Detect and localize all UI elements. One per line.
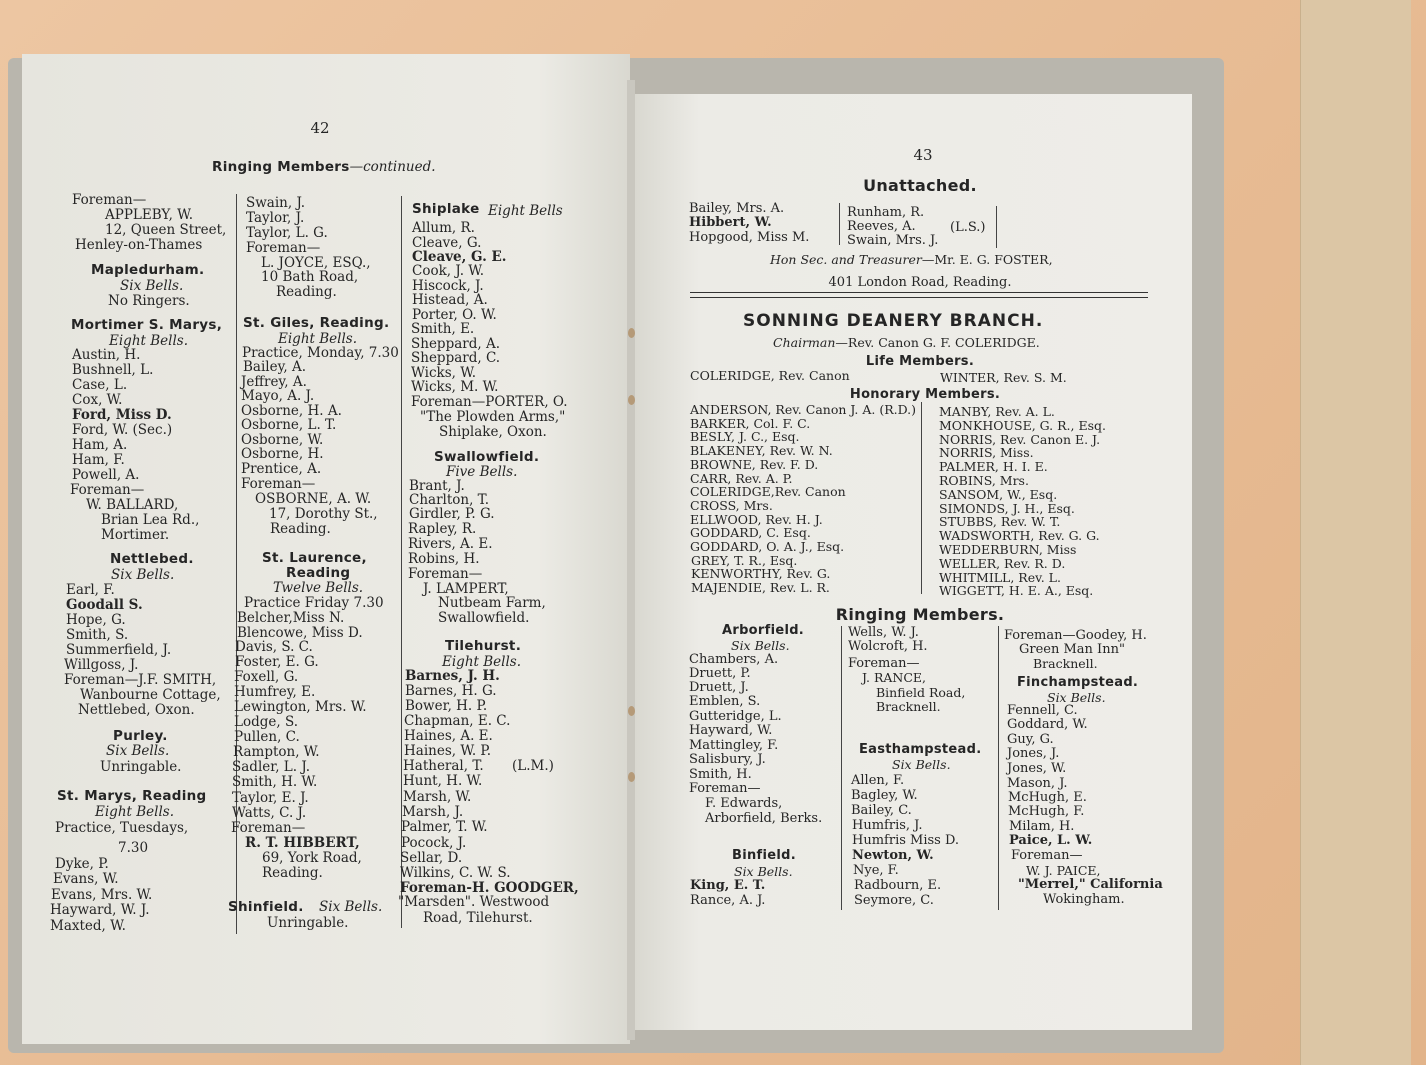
- member-entry: Hiscock, J.: [412, 278, 484, 294]
- member-entry: Osborne, L. T.: [241, 417, 337, 433]
- member-entry: Cleave, G. E.: [412, 249, 507, 265]
- member-entry: Sheppard, C.: [411, 350, 501, 366]
- life-member-left: COLERIDGE, Rev. Canon: [690, 368, 850, 383]
- honorary-member: GODDARD, O. A. J., Esq.: [690, 539, 845, 554]
- member-entry: Jones, J.: [1007, 746, 1060, 761]
- tower-heading: Swallowfield.: [434, 449, 540, 465]
- honorary-member: COLERIDGE,Rev. Canon: [690, 484, 846, 500]
- member-entry: Osborne, H. A.: [241, 403, 342, 419]
- member-entry: Reeves, A.: [847, 219, 916, 234]
- staple-hole: [628, 328, 635, 338]
- member-entry: Swallowfield.: [438, 610, 530, 626]
- member-entry: Humfris, J.: [852, 818, 923, 833]
- member-entry: Hopgood, Miss M.: [689, 230, 810, 245]
- honorary-member: STUBBS, Rev. W. T.: [939, 514, 1061, 530]
- honorary-member: WADSWORTH, Rev. G. G.: [939, 528, 1100, 544]
- member-entry: Nye, F.: [853, 863, 899, 878]
- member-entry: Mayo, A. J.: [241, 388, 315, 404]
- member-entry: W. J. PAICE,: [1026, 863, 1101, 878]
- member-entry: Jeffrey, A.: [241, 374, 307, 390]
- member-entry: Wilkins, C. W. S.: [400, 865, 511, 881]
- member-entry: Bracknell.: [1033, 656, 1098, 671]
- hon-sec-address: 401 London Road, Reading.: [828, 275, 1012, 290]
- honorary-member: ROBINS, Mrs.: [939, 473, 1029, 488]
- member-entry: Maxted, W.: [50, 918, 126, 934]
- member-entry: Goodall S.: [66, 597, 143, 613]
- member-entry: "The Plowden Arms,": [420, 409, 566, 425]
- tower-heading: Shiplake: [412, 201, 480, 217]
- member-entry: "Marsden". Westwood: [398, 894, 550, 910]
- member-entry: Bailey, A.: [243, 359, 307, 375]
- member-entry: Chapman, E. C.: [404, 713, 511, 729]
- column-rule: [998, 626, 999, 910]
- member-entry: Willgoss, J.: [64, 657, 139, 673]
- honorary-member: ANDERSON, Rev. Canon J. A. (R.D.): [690, 402, 917, 417]
- bell-note: Eight Bells.: [109, 333, 188, 349]
- bell-note: Six Bells.: [319, 899, 383, 915]
- member-entry: Reading.: [270, 521, 331, 537]
- branch-heading: SONNING DEANERY BRANCH.: [743, 311, 1044, 331]
- member-entry: Earl, F.: [66, 582, 115, 598]
- bell-note: Six Bells.: [734, 864, 793, 879]
- member-entry: Prentice, A.: [241, 461, 322, 477]
- member-entry: (L.S.): [950, 220, 986, 235]
- member-entry: Haines, A. E.: [404, 728, 493, 744]
- member-entry: Arborfield, Berks.: [705, 811, 823, 826]
- member-entry: Histead, A.: [412, 292, 488, 308]
- member-entry: Foreman—: [70, 482, 145, 498]
- unattached-heading: Unattached.: [863, 176, 977, 195]
- tower-heading: Shinfield.: [228, 899, 304, 915]
- honorary-member: GREY, T. R., Esq.: [691, 552, 798, 568]
- member-entry: Chambers, A.: [689, 652, 779, 667]
- bell-note: Eight Bells.: [95, 804, 174, 820]
- bell-note: Five Bells.: [446, 464, 518, 480]
- member-entry: Palmer, T. W.: [401, 819, 488, 835]
- tower-heading: Nettlebed.: [110, 551, 194, 567]
- bell-note: Eight Bells.: [278, 331, 357, 347]
- member-entry: Nettlebed, Oxon.: [78, 702, 195, 718]
- member-entry: Mason, J.: [1007, 776, 1068, 791]
- member-entry: Osborne, W.: [241, 432, 324, 448]
- member-entry: Ford, Miss D.: [72, 407, 172, 423]
- member-entry: Marsh, W.: [403, 789, 472, 805]
- tower-heading: St. Giles, Reading.: [243, 315, 390, 331]
- member-entry: Foreman—: [246, 240, 321, 256]
- tower-heading: Mortimer S. Marys,: [71, 317, 223, 333]
- member-entry: Reading.: [262, 865, 323, 881]
- member-entry: Evans, W.: [53, 871, 119, 887]
- member-entry: Sellar, D.: [400, 850, 463, 866]
- member-entry: Druett, J.: [689, 680, 749, 695]
- honorary-member: NORRIS, Rev. Canon E. J.: [939, 431, 1101, 447]
- bell-note: Six Bells.: [120, 278, 184, 294]
- member-entry: Taylor, E. J.: [232, 790, 309, 806]
- member-entry: Unringable.: [267, 915, 349, 931]
- member-entry: Smith, H.: [689, 767, 752, 782]
- tower-heading: Mapledurham.: [91, 262, 205, 278]
- member-entry: Gutteridge, L.: [689, 709, 782, 724]
- member-entry: Taylor, L. G.: [246, 225, 328, 241]
- member-entry: Wells, W. J.: [848, 625, 919, 640]
- member-entry: Humfris Miss D.: [852, 833, 960, 848]
- member-entry: L. JOYCE, ESQ.,: [261, 255, 371, 271]
- member-entry: Davis, S. C.: [235, 639, 313, 655]
- bell-note: Six Bells.: [106, 743, 170, 759]
- member-entry: Practice Friday 7.30: [244, 595, 384, 611]
- member-entry: Practice, Tuesdays,: [55, 820, 189, 836]
- member-entry: 7.30: [118, 840, 149, 856]
- member-entry: Rivers, A. E.: [408, 536, 493, 552]
- honorary-member: BARKER, Col. F. C.: [690, 415, 811, 431]
- member-entry: Unringable.: [100, 759, 182, 775]
- member-entry: Runham, R.: [847, 205, 925, 220]
- tower-heading: Tilehurst.: [445, 638, 522, 654]
- tower-heading: Arborfield.: [722, 623, 805, 638]
- double-rule: [690, 292, 1148, 293]
- member-entry: Mortimer.: [101, 527, 170, 543]
- member-entry: Ham, F.: [72, 452, 125, 468]
- member-entry: No Ringers.: [108, 293, 190, 309]
- member-entry: Lodge, S.: [234, 714, 299, 730]
- member-entry: Druett, P.: [689, 666, 751, 681]
- column-rule: [839, 203, 840, 245]
- member-entry: Bower, H. P.: [405, 698, 488, 714]
- member-entry: Bracknell.: [876, 699, 941, 714]
- member-entry: Foreman—: [1011, 848, 1083, 863]
- member-entry: Road, Tilehurst.: [423, 910, 533, 926]
- member-entry: Jones, W.: [1007, 761, 1067, 776]
- member-entry: Foreman—PORTER, O.: [411, 394, 568, 410]
- member-entry: J. LAMPERT,: [423, 581, 509, 597]
- member-entry: Hunt, H. W.: [403, 773, 483, 789]
- bell-note: Six Bells.: [1047, 690, 1106, 705]
- tower-heading: Finchampstead.: [1017, 675, 1139, 690]
- member-entry: Sadler, L. J.: [232, 759, 311, 775]
- member-entry: Allum, R.: [412, 220, 475, 236]
- member-entry: Wolcroft, H.: [848, 639, 928, 654]
- honorary-member: CARR, Rev. A. P.: [690, 470, 793, 486]
- member-entry: Guy, G.: [1007, 732, 1054, 747]
- member-entry: Paice, L. W.: [1009, 833, 1093, 848]
- member-entry: "Merrel," California: [1018, 877, 1163, 892]
- honorary-member: BESLY, J. C., Esq.: [690, 429, 800, 445]
- member-entry: Pocock, J.: [401, 835, 467, 851]
- honorary-member: SANSOM, W., Esq.: [939, 486, 1058, 502]
- honorary-member: BROWNE, Rev. F. D.: [690, 456, 819, 472]
- member-entry: Foreman—J.F. SMITH,: [64, 672, 217, 688]
- honorary-member: ELLWOOD, Rev. H. J.: [690, 511, 823, 527]
- member-entry: Swain, Mrs. J.: [847, 233, 939, 248]
- member-entry: Swain, J.: [246, 195, 306, 211]
- member-entry: Haines, W. P.: [404, 743, 492, 759]
- member-entry: 12, Queen Street,: [105, 222, 227, 238]
- member-entry: Brian Lea Rd.,: [101, 512, 200, 528]
- honorary-member: GODDARD, C. Esq.: [690, 525, 811, 541]
- member-entry: Foreman—: [72, 192, 147, 208]
- member-entry: Wicks, W.: [411, 365, 477, 381]
- honorary-member: MONKHOUSE, G. R., Esq.: [939, 417, 1106, 433]
- member-entry: Cleave, G.: [412, 235, 482, 251]
- member-entry: Mattingley, F.: [689, 738, 779, 753]
- life-member-right: WINTER, Rev. S. M.: [940, 370, 1067, 385]
- member-entry: APPLEBY, W.: [105, 207, 193, 223]
- back-cover: [1300, 0, 1411, 1065]
- member-entry: Austin, H.: [72, 347, 141, 363]
- member-entry: Milam, H.: [1009, 819, 1075, 834]
- member-entry: Lewington, Mrs. W.: [234, 699, 367, 715]
- member-entry: Pullen, C.: [234, 729, 300, 745]
- member-entry: Cox, W.: [72, 392, 123, 408]
- honorary-member: NORRIS, Miss.: [939, 445, 1034, 461]
- member-entry: Practice, Monday, 7.30: [242, 345, 399, 361]
- member-entry: Allen, F.: [851, 773, 905, 788]
- member-entry: 10 Bath Road,: [261, 269, 359, 285]
- member-entry: Porter, O. W.: [412, 307, 497, 323]
- member-entry: Summerfield, J.: [66, 642, 172, 658]
- member-entry: Bailey, C.: [851, 803, 912, 818]
- member-entry: Foreman—Goodey, H.: [1004, 628, 1147, 643]
- member-entry: J. RANCE,: [862, 670, 927, 685]
- member-entry: Emblen, S.: [689, 694, 761, 709]
- member-entry: Ham, A.: [72, 437, 128, 453]
- double-rule: [690, 297, 1148, 298]
- member-entry: Bushnell, L.: [72, 362, 154, 378]
- member-entry: R. T. HIBBERT,: [245, 835, 360, 851]
- member-entry: King, E. T.: [690, 878, 766, 893]
- member-entry: 69, York Road,: [262, 850, 362, 866]
- tower-heading: St. Laurence,: [262, 550, 367, 566]
- member-entry: OSBORNE, A. W.: [255, 491, 372, 507]
- hon-sec-line: Hon Sec. and Treasurer—Mr. E. G. FOSTER,: [770, 252, 1053, 267]
- member-entry: Smith, E.: [411, 321, 475, 337]
- member-entry: Foreman—: [689, 781, 761, 796]
- member-entry: Fennell, C.: [1007, 703, 1078, 718]
- page-number-right: 43: [913, 146, 933, 164]
- member-entry: Reading.: [276, 284, 337, 300]
- column-rule: [841, 626, 842, 910]
- member-entry: Wanbourne Cottage,: [80, 687, 221, 703]
- member-entry: Seymore, C.: [854, 893, 934, 908]
- member-entry: Goddard, W.: [1007, 717, 1088, 732]
- member-entry: Brant, J.: [409, 478, 465, 494]
- member-entry: Taylor, J.: [246, 210, 305, 226]
- tower-heading: St. Marys, Reading: [57, 788, 207, 804]
- life-members-heading: Life Members.: [865, 354, 975, 369]
- member-entry: McHugh, E.: [1008, 790, 1087, 805]
- member-entry: Wicks, M. W.: [411, 379, 499, 395]
- member-entry: Rampton, W.: [233, 744, 320, 760]
- tower-heading: Reading: [286, 565, 351, 581]
- member-entry: Hayward, W. J.: [50, 902, 150, 918]
- honorary-member: CROSS, Mrs.: [690, 497, 773, 513]
- page-number-left: 42: [310, 119, 330, 137]
- member-entry: Hayward, W.: [689, 723, 773, 738]
- member-entry: Smith, H. W.: [232, 774, 318, 790]
- member-entry: Barnes, H. G.: [405, 683, 497, 699]
- ringing-members-heading: Ringing Members.: [835, 605, 1005, 624]
- member-entry: Girdler, P. G.: [409, 506, 495, 522]
- column-rule: [921, 402, 922, 594]
- bell-note: Eight Bells.: [442, 654, 521, 670]
- member-entry: Henley-on-Thames: [75, 237, 203, 253]
- honorary-member: WELLER, Rev. R. D.: [939, 555, 1066, 571]
- member-entry: Foreman—: [408, 566, 483, 582]
- honorary-member: MANBY, Rev. A. L.: [939, 404, 1055, 419]
- staple-hole: [628, 706, 635, 716]
- bell-note: Six Bells.: [111, 567, 175, 583]
- member-entry: Humfrey, E.: [234, 684, 316, 700]
- member-entry: McHugh, F.: [1008, 804, 1085, 819]
- bell-note: Twelve Bells.: [273, 580, 364, 596]
- honorary-member: BLAKENEY, Rev. W. N.: [690, 443, 833, 459]
- member-entry: F. Edwards,: [705, 796, 783, 811]
- member-entry: W. BALLARD,: [86, 497, 179, 513]
- member-entry: (L.M.): [512, 758, 554, 774]
- honorary-member: WHITMILL, Rev. L.: [939, 569, 1061, 585]
- member-entry: Green Man Inn": [1019, 642, 1125, 657]
- staple-hole: [628, 772, 635, 782]
- bell-note: Six Bells.: [892, 757, 951, 772]
- honorary-member: MAJENDIE, Rev. L. R.: [691, 580, 830, 596]
- member-entry: Marsh, J.: [402, 804, 464, 820]
- honorary-member: WEDDERBURN, Miss: [939, 542, 1077, 557]
- member-entry: Shiplake, Oxon.: [439, 424, 547, 440]
- member-entry: Cook, J. W.: [412, 263, 485, 279]
- member-entry: Watts, C. J.: [232, 805, 307, 821]
- member-entry: Foreman—: [231, 820, 306, 836]
- member-entry: Bagley, W.: [851, 788, 918, 803]
- member-entry: Robins, H.: [408, 551, 480, 567]
- member-entry: Rance, A. J.: [690, 893, 766, 908]
- member-entry: Barnes, J. H.: [405, 668, 500, 684]
- member-entry: Foreman—: [848, 656, 920, 671]
- staple-hole: [628, 395, 635, 405]
- member-entry: 17, Dorothy St.,: [269, 506, 378, 522]
- member-entry: Hibbert, W.: [689, 215, 772, 230]
- member-entry: Foreman—: [241, 476, 316, 492]
- member-entry: Wokingham.: [1043, 892, 1125, 907]
- member-entry: Hatheral, T.: [403, 758, 484, 774]
- member-entry: Rapley, R.: [408, 521, 477, 537]
- left-page-heading: Ringing Members—continued.: [212, 159, 436, 175]
- member-entry: Dyke, P.: [55, 856, 109, 872]
- member-entry: Radbourn, E.: [854, 878, 942, 893]
- bell-note: Six Bells.: [731, 638, 790, 653]
- honorary-member: SIMONDS, J. H., Esq.: [939, 500, 1075, 516]
- member-entry: Foxell, G.: [234, 669, 299, 685]
- member-entry: Charlton, T.: [409, 492, 489, 508]
- member-entry: Smith, S.: [66, 627, 129, 643]
- chairman-line: Chairman—Rev. Canon G. F. COLERIDGE.: [773, 335, 1040, 350]
- member-entry: Nutbeam Farm,: [438, 595, 546, 611]
- member-entry: Sheppard, A.: [411, 336, 500, 352]
- honorary-member: KENWORTHY, Rev. G.: [691, 566, 831, 582]
- tower-heading: Binfield.: [732, 848, 796, 863]
- column-rule: [996, 206, 997, 248]
- member-entry: Newton, W.: [852, 848, 934, 863]
- member-entry: Case, L.: [72, 377, 128, 393]
- bell-note: Eight Bells: [488, 203, 563, 219]
- tower-heading: Easthampstead.: [859, 742, 982, 757]
- member-entry: Hope, G.: [66, 612, 126, 628]
- member-entry: Belcher,Miss N.: [237, 610, 345, 626]
- honorary-member: WIGGETT, H. E. A., Esq.: [939, 583, 1094, 599]
- member-entry: Foreman-H. GOODGER,: [400, 880, 579, 896]
- member-entry: Binfield Road,: [876, 685, 966, 700]
- honorary-member: PALMER, H. I. E.: [939, 459, 1048, 475]
- member-entry: Ford, W. (Sec.): [72, 422, 173, 438]
- member-entry: Powell, A.: [72, 467, 140, 483]
- member-entry: Salisbury, J.: [689, 752, 766, 767]
- member-entry: Evans, Mrs. W.: [51, 887, 153, 903]
- member-entry: Bailey, Mrs. A.: [689, 201, 785, 216]
- book-spine: [627, 80, 635, 1040]
- honorary-members-heading: Honorary Members.: [849, 387, 1001, 402]
- member-entry: Foster, E. G.: [235, 654, 319, 670]
- member-entry: Blencowe, Miss D.: [237, 625, 363, 641]
- tower-heading: Purley.: [113, 728, 168, 744]
- member-entry: Osborne, H.: [241, 446, 324, 462]
